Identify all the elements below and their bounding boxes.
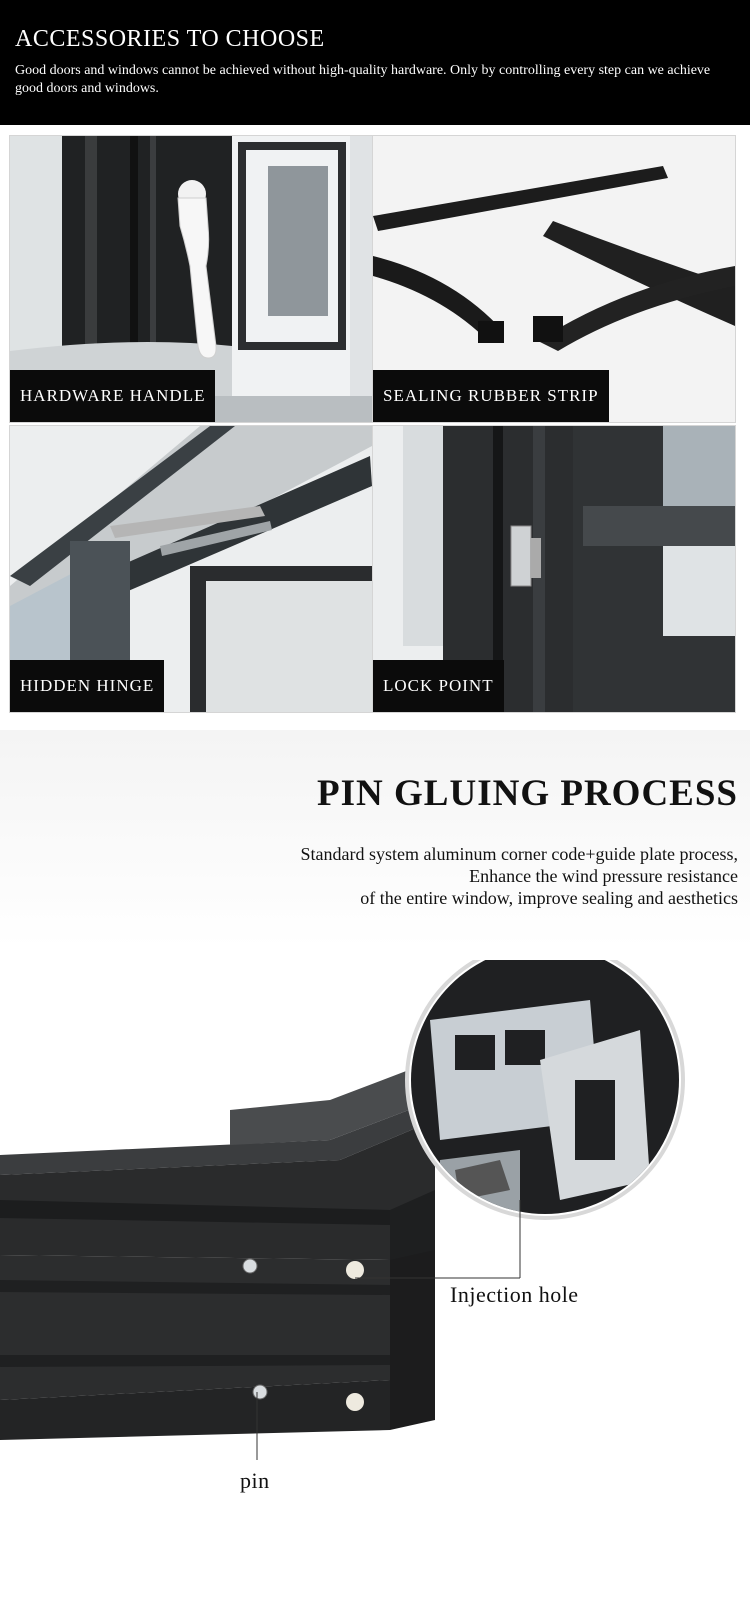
label-hardware-handle: HARDWARE HANDLE [10,370,215,422]
panel-lock-point [372,425,736,713]
pin-callout: pin [240,1468,270,1493]
panel-sealing-rubber-strip [372,135,736,423]
description-line: Standard system aluminum corner code+guide plate process, [300,844,738,864]
panel-hardware-handle [9,135,373,423]
panel-hidden-hinge [9,425,373,713]
description-line: of the entire window, improve sealing and aesthetics [360,888,738,908]
label-sealing-rubber-strip: SEALING RUBBER STRIP [373,370,609,422]
label-hidden-hinge: HIDDEN HINGE [10,660,164,712]
pin-gluing-illustration [0,960,750,1560]
pin-gluing-title: PIN GLUING PROCESS [317,773,738,814]
header-title: ACCESSORIES TO CHOOSE [15,26,325,52]
header-description: Good doors and windows cannot be achieved without high-quality hardware. Only by controlling every step can we achieve good doors and windows. [15,63,711,96]
description-line: Enhance the wind pressure resistance [469,866,738,886]
pin-gluing-description [300,843,738,909]
injection-hole-callout: Injection hole [450,1282,579,1307]
accessories-header [0,0,750,125]
label-lock-point: LOCK POINT [373,660,504,712]
